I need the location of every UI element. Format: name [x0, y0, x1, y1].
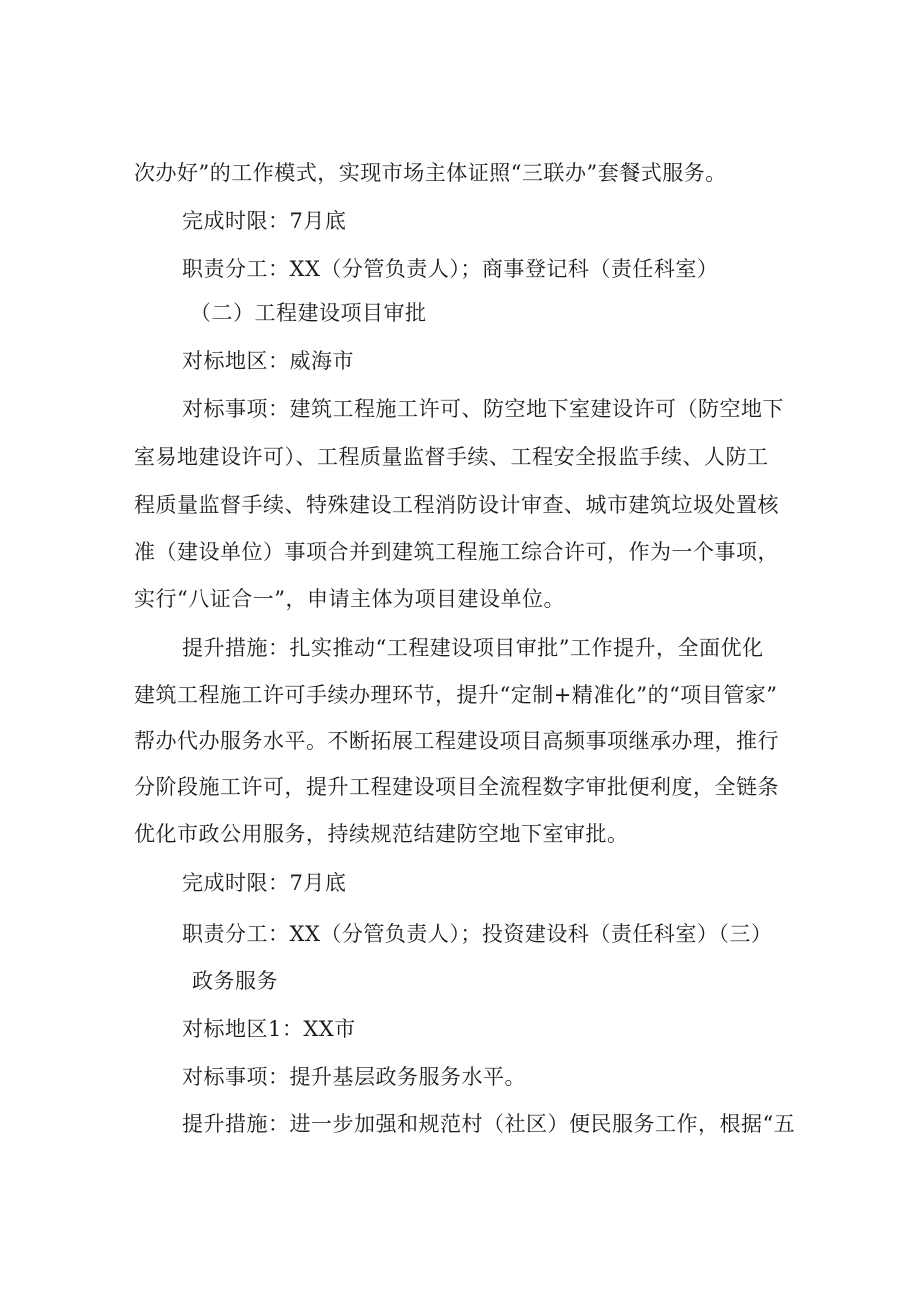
text-line-measures-4: 分阶段施工许可，提升工程建设项目全流程数字审批便利度，全链条	[134, 775, 779, 799]
text-line-benchmark-items-2: 室易地建设许可）、工程质量监督手续、工程安全报监手续、人防工	[134, 445, 769, 469]
text-line-benchmark-items-5: 实行“八证合一”，申请主体为项目建设单位。	[134, 587, 565, 611]
text-line-measures-5: 优化市政公用服务，持续规范结建防空地下室审批。	[134, 822, 629, 846]
section-heading-3: 政务服务	[192, 969, 278, 993]
text-line-benchmark-region: 对标地区：威海市	[182, 349, 354, 373]
text-line-benchmark-items: 对标事项：建筑工程施工许可、防空地下室建设许可（防空地下	[182, 397, 784, 421]
text-line-measures: 提升措施：扎实推动“工程建设项目审批”工作提升，全面优化	[182, 636, 764, 660]
text-line-benchmark-items-3: 程质量监督手续、特殊建设工程消防设计审查、城市建筑垃圾处置核	[134, 493, 779, 517]
text-line-measures-3: 帮办代办服务水平。不断拓展工程建设项目高频事项继承办理，推行	[134, 729, 779, 753]
text-line-benchmark-region-2: 对标地区1：XX市	[182, 1017, 356, 1041]
section-heading-2: （二）工程建设项目审批	[190, 301, 427, 325]
text-line-measures-6: 提升措施：进一步加强和规范村（社区）便民服务工作，根据“五	[182, 1112, 796, 1136]
text-line-benchmark-items-6: 对标事项：提升基层政务服务水平。	[182, 1065, 526, 1089]
text-line-measures-2: 建筑工程施工许可手续办理环节，提升“定制+精准化”的“项目管家”	[134, 683, 778, 707]
text-line-continuation: 次办好”的工作模式，实现市场主体证照“三联办”套餐式服务。	[134, 161, 727, 185]
text-line-responsibility: 职责分工：XX（分管负责人）；商事登记科（责任科室）	[182, 257, 719, 281]
text-line-deadline: 完成时限：7月底	[182, 209, 347, 233]
text-line-responsibility-2: 职责分工：XX（分管负责人）；投资建设科（责任科室）（三）	[182, 922, 773, 946]
text-line-deadline-2: 完成时限：7月底	[182, 871, 347, 895]
text-line-benchmark-items-4: 准（建设单位）事项合并到建筑工程施工综合许可，作为一个事项，	[134, 540, 779, 564]
